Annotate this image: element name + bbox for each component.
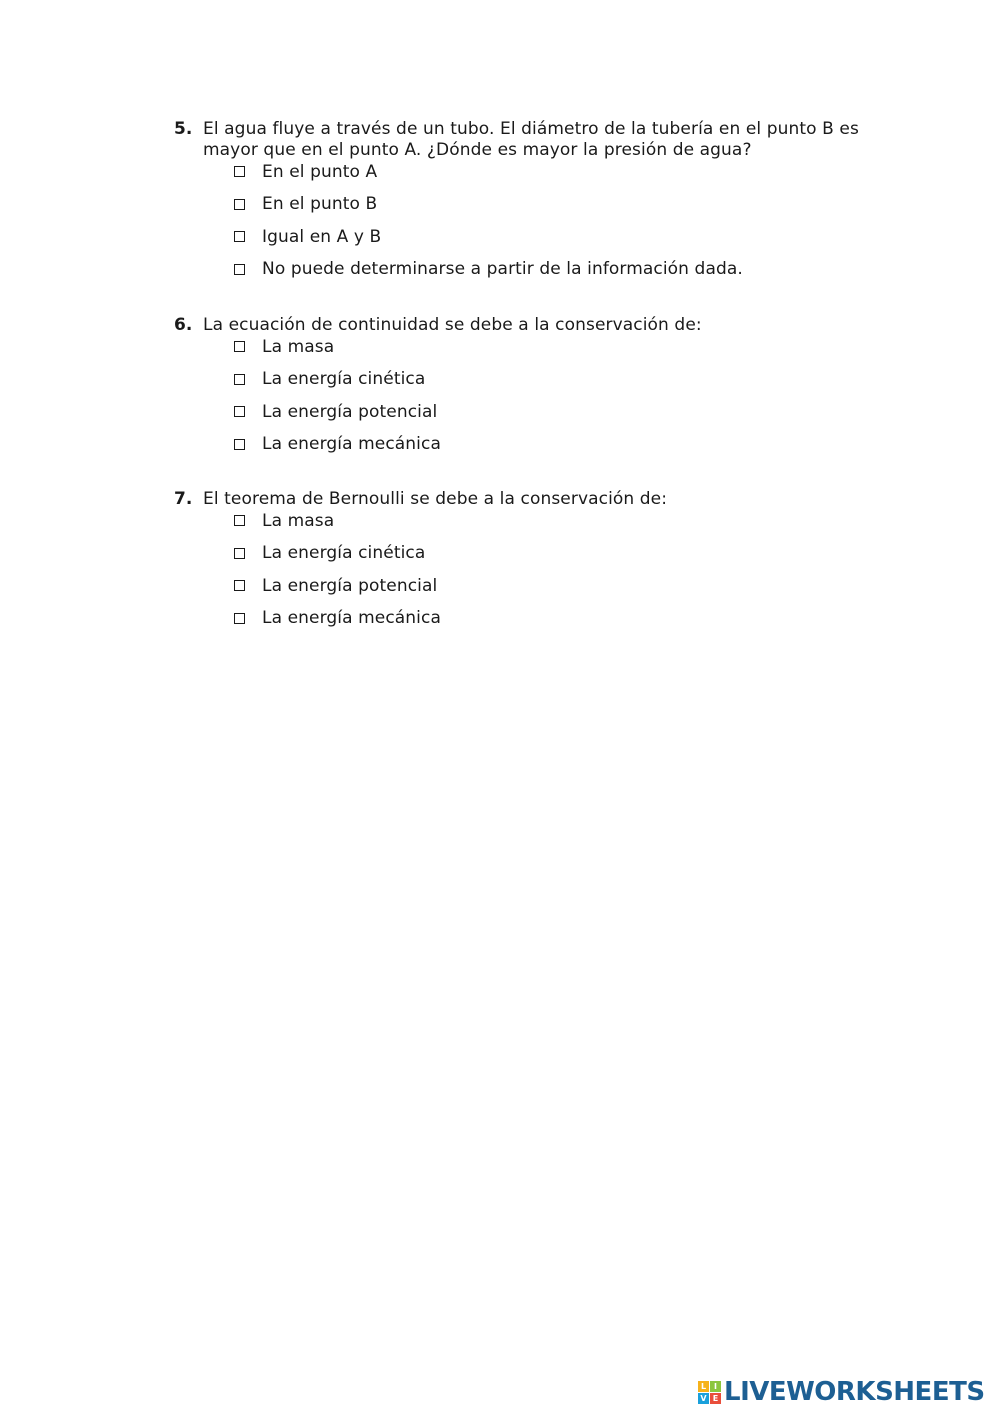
option-label: La energía cinética xyxy=(262,369,426,389)
checkbox[interactable] xyxy=(234,264,245,275)
logo-mark-icon xyxy=(698,1381,721,1404)
question-6 xyxy=(174,315,874,466)
options-list xyxy=(234,161,874,280)
option-label: La masa xyxy=(262,336,335,357)
logo-mark-letter: E xyxy=(710,1393,721,1404)
question-text: El agua fluye a través de un tubo. El diámetro de la tubería en el punto B es mayor que en el punto A. ¿Dónde es mayor la presión de agua? xyxy=(203,119,859,160)
option-item[interactable] xyxy=(234,226,874,247)
checkbox[interactable] xyxy=(234,231,245,242)
checkbox[interactable] xyxy=(234,341,245,352)
question-number: 5. xyxy=(174,119,193,139)
option-label: La energía cinética xyxy=(262,543,426,563)
option-item[interactable] xyxy=(234,510,874,531)
option-label: Igual en A y B xyxy=(262,226,382,247)
question-number: 7. xyxy=(174,489,193,509)
option-label: La energía mecánica xyxy=(262,434,441,454)
option-item[interactable] xyxy=(234,575,874,596)
option-label: No puede determinarse a partir de la información dada. xyxy=(262,259,743,279)
option-item[interactable] xyxy=(234,369,874,390)
question-header xyxy=(174,119,874,161)
option-item[interactable] xyxy=(234,434,874,455)
logo-mark-letter: I xyxy=(710,1381,721,1392)
checkbox[interactable] xyxy=(234,515,245,526)
option-label: En el punto A xyxy=(262,161,378,182)
checkbox[interactable] xyxy=(234,580,245,591)
option-item[interactable] xyxy=(234,161,874,182)
question-header xyxy=(174,315,874,336)
checkbox[interactable] xyxy=(234,439,245,450)
option-label: La energía mecánica xyxy=(262,608,441,628)
option-item[interactable] xyxy=(234,259,874,280)
option-label: La energía potencial xyxy=(262,401,438,422)
checkbox[interactable] xyxy=(234,406,245,417)
question-7 xyxy=(174,489,874,640)
question-text: La ecuación de continuidad se debe a la conservación de: xyxy=(203,315,702,335)
option-label: La masa xyxy=(262,510,335,531)
logo-mark-letter: L xyxy=(698,1381,709,1392)
option-item[interactable] xyxy=(234,336,874,357)
option-label: La energía potencial xyxy=(262,575,438,596)
question-number: 6. xyxy=(174,315,193,335)
logo-text: LIVEWORKSHEETS xyxy=(724,1377,985,1407)
option-item[interactable] xyxy=(234,608,874,629)
question-5 xyxy=(174,119,874,291)
option-item[interactable] xyxy=(234,194,874,215)
option-item[interactable] xyxy=(234,401,874,422)
logo-mark-letter: V xyxy=(698,1393,709,1404)
liveworksheets-logo xyxy=(698,1377,985,1407)
question-text: El teorema de Bernoulli se debe a la conservación de: xyxy=(203,489,668,509)
checkbox[interactable] xyxy=(234,199,245,210)
question-header xyxy=(174,489,874,510)
checkbox[interactable] xyxy=(234,374,245,385)
checkbox[interactable] xyxy=(234,166,245,177)
checkbox[interactable] xyxy=(234,548,245,559)
options-list xyxy=(234,336,874,455)
checkbox[interactable] xyxy=(234,613,245,624)
options-list xyxy=(234,510,874,629)
option-label: En el punto B xyxy=(262,194,378,214)
option-item[interactable] xyxy=(234,543,874,564)
